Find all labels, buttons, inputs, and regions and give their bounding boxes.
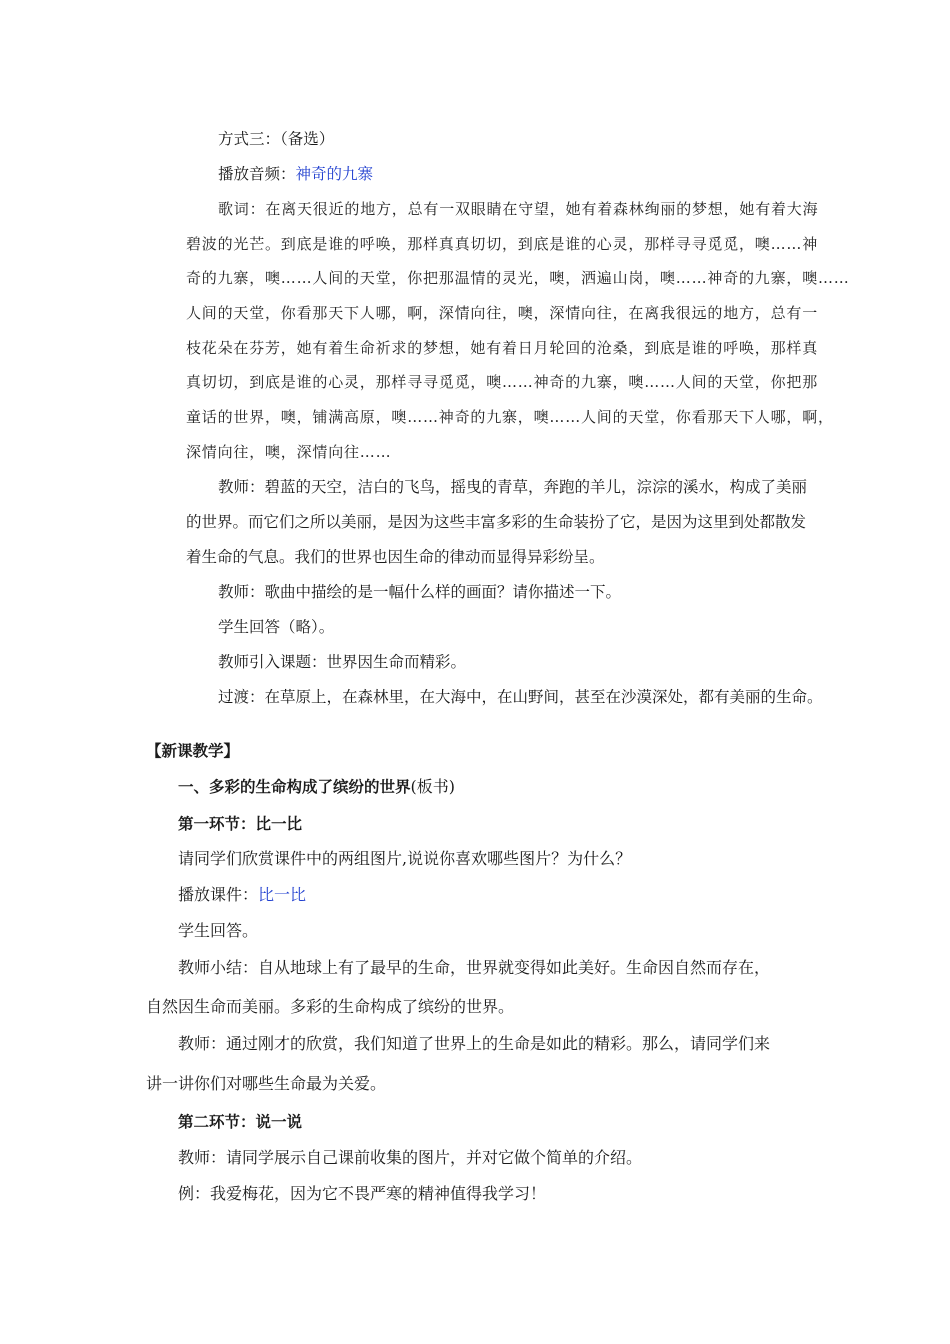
example-line: 例：我爱梅花，因为它不畏严寒的精神值得我学习！ — [178, 1184, 547, 1203]
section1-title: 一、多彩的生命构成了缤纷的世界 — [178, 778, 411, 796]
lyrics-line-6: 真切切，到底是谁的心灵，那样寻寻觅觅，噢……神奇的九寨，噢……人间的天堂，你把那 — [186, 373, 819, 391]
teacher-summary-line-2: 自然因生命而美丽。多彩的生命构成了缤纷的世界。 — [146, 997, 515, 1016]
method-three-line: 方式三：（备选） — [218, 130, 335, 148]
student-answer: 学生回答。 — [178, 921, 259, 940]
section-heading-new-lesson: 【新课教学】 — [146, 742, 240, 760]
student-answer-omitted: 学生回答（略）。 — [218, 618, 335, 636]
teacher-summary-line-1: 教师小结：自从地球上有了最早的生命，世界就变得如此美好。生命因自然而存在， — [178, 958, 771, 977]
lyrics-line-1: 歌词：在离天很近的地方，总有一双眼睛在守望，她有着森林绚丽的梦想，她有着大海 — [218, 200, 819, 218]
teacher-followup-line-2: 讲一讲你们对哪些生命最为关爱。 — [146, 1074, 387, 1093]
play-audio-link[interactable]: 神奇的九寨 — [295, 165, 374, 183]
teacher-topic-intro: 教师引入课题：世界因生命而精彩。 — [218, 653, 467, 671]
step1-title: 第一环节：比一比 — [178, 815, 303, 833]
teacher-paragraph-1-line-1: 教师：碧蓝的天空，洁白的飞鸟，摇曳的青草，奔跑的羊儿，淙淙的溪水，构成了美丽 — [218, 478, 808, 496]
play-slides-line — [178, 884, 306, 906]
lyrics-line-3: 奇的九寨，噢……人间的天堂，你把那温情的灵光，噢，洒遍山岗，噢……神奇的九寨，噢…… — [186, 269, 850, 287]
step2-instruction: 教师：请同学展示自己课前收集的图片，并对它做个简单的介绍。 — [178, 1148, 643, 1167]
step1-instruction: 请同学们欣赏课件中的两组图片,说说你喜欢哪些图片？为什么？ — [178, 849, 632, 868]
teacher-followup-line-1: 教师：通过刚才的欣赏，我们知道了世界上的生命是如此的精彩。那么，请同学们来 — [178, 1034, 771, 1053]
teacher-question: 教师：歌曲中描绘的是一幅什么样的画面？请你描述一下。 — [218, 583, 622, 601]
play-audio-label: 播放音频： — [218, 165, 296, 183]
step2-title: 第二环节：说一说 — [178, 1113, 303, 1131]
lyrics-line-2: 碧波的光芒。到底是谁的呼唤，那样真真切切，到底是谁的心灵，那样寻寻觅觅，噢……神 — [186, 235, 819, 253]
play-slides-link[interactable]: 比一比 — [258, 885, 307, 904]
section1-title-line — [178, 776, 455, 798]
lyrics-line-4: 人间的天堂，你看那天下人哪，啊，深情向往，噢，深情向往，在离我很远的地方，总有一 — [186, 304, 819, 322]
transition-line: 过渡：在草原上，在森林里，在大海中，在山野间，甚至在沙漠深处，都有美丽的生命。 — [218, 688, 823, 706]
lyrics-line-7: 童话的世界，噢，铺满高原，噢……神奇的九寨，噢……人间的天堂，你看那天下人哪，啊， — [186, 408, 834, 426]
teacher-paragraph-1-line-3: 着生命的气息。我们的世界也因生命的律动而显得异彩纷呈。 — [186, 548, 605, 566]
lyrics-line-8: 深情向往，噢，深情向往…… — [186, 443, 392, 461]
teacher-paragraph-1-line-2: 的世界。而它们之所以美丽，是因为这些丰富多彩的生命装扮了它，是因为这里到处都散发 — [186, 513, 807, 531]
board-note: (板书) — [410, 777, 456, 796]
lyrics-line-5: 枝花朵在芬芳，她有着生命祈求的梦想，她有着日月轮回的沧桑，到底是谁的呼唤，那样真 — [186, 339, 819, 357]
play-slides-label: 播放课件： — [178, 885, 259, 904]
play-audio-line — [218, 163, 373, 185]
